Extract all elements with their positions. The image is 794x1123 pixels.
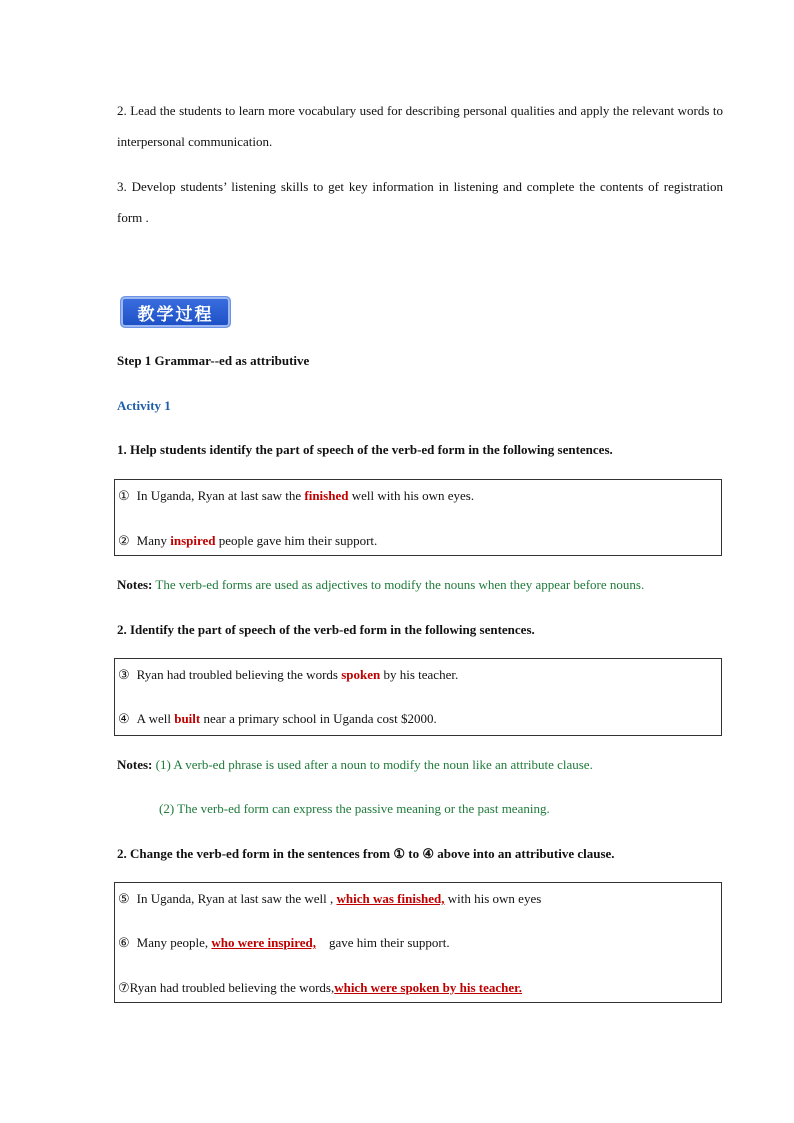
sentence-text: with his own eyes (444, 891, 542, 906)
sentence-marker: ④ (422, 846, 434, 861)
sentence-4 (118, 711, 437, 727)
activity-title: Activity 1 (117, 398, 171, 413)
sentence-marker: ③ (118, 667, 130, 682)
sentence-marker: ⑦ (118, 980, 130, 995)
sentence-marker: ⑤ (118, 891, 130, 906)
sentence-3 (118, 667, 458, 683)
notes-text: (1) A verb-ed phrase is used after a noun to modify the noun like an attribute clause. (155, 757, 593, 772)
notes-label: Notes: (117, 757, 153, 772)
sentence-text: people gave him their support. (215, 533, 378, 548)
sentence-marker: ① (118, 488, 130, 503)
sentence-text: Ryan had troubled believing the words, (129, 980, 335, 995)
notes-label: Notes: (117, 577, 153, 592)
question-text: 2. Change the verb-ed form in the sentences from (117, 846, 394, 861)
sentence-text: gave him their support. (316, 935, 450, 950)
notes-1 (117, 577, 644, 593)
sentence-text: by his teacher. (380, 667, 459, 682)
sentence-text: In Uganda, Ryan at last saw the well , (136, 891, 337, 906)
sentence-text: well with his own eyes. (348, 488, 475, 503)
notes-2 (117, 757, 593, 773)
notes-2-continued: (2) The verb-ed form can express the passive meaning or the past meaning. (159, 801, 550, 816)
highlighted-verb: inspired (170, 533, 216, 548)
attributive-clause: which was finished, (336, 891, 445, 906)
example-box-1 (114, 479, 722, 556)
objective-3: 3. Develop students’ listening skills to get key information in listening and complete the contents of registration form . (117, 179, 723, 225)
notes-text: The verb-ed forms are used as adjectives to modify the nouns when they appear before nouns. (155, 577, 645, 592)
question-1: 1. Help students identify the part of speech of the verb-ed form in the following sentences. (117, 442, 613, 457)
question-text: to (404, 846, 423, 861)
question-text: above into an attributive clause. (433, 846, 615, 861)
highlighted-verb: built (174, 711, 201, 726)
sentence-7 (118, 980, 522, 996)
example-box-3 (114, 882, 722, 1003)
highlighted-verb: finished (304, 488, 349, 503)
sentence-1 (118, 488, 474, 504)
sentence-text: Many (136, 533, 171, 548)
objective-2: 2. Lead the students to learn more vocabulary used for describing personal qualities and apply the relevant words to interpersonal communication. (117, 103, 723, 149)
question-2: 2. Identify the part of speech of the verb-ed form in the following sentences. (117, 622, 535, 637)
sentence-text: Ryan had troubled believing the words (136, 667, 342, 682)
sentence-text: A well (136, 711, 175, 726)
sentence-text: Many people, (136, 935, 212, 950)
step-title: Step 1 Grammar--ed as attributive (117, 353, 310, 368)
sentence-marker: ① (393, 846, 405, 861)
sentence-text: near a primary school in Uganda cost $2000. (200, 711, 437, 726)
sentence-marker: ④ (118, 711, 130, 726)
attributive-clause: who were inspired, (211, 935, 316, 950)
sentence-5 (118, 891, 541, 907)
section-badge-teaching-process: 教学过程 (120, 296, 231, 328)
sentence-marker: ② (118, 533, 130, 548)
question-3 (117, 846, 615, 862)
sentence-marker: ⑥ (118, 935, 130, 950)
highlighted-verb: spoken (341, 667, 381, 682)
attributive-clause: which were spoken by his teacher. (334, 980, 522, 995)
sentence-text: In Uganda, Ryan at last saw the (136, 488, 305, 503)
example-box-2 (114, 658, 722, 736)
sentence-6 (118, 935, 450, 951)
sentence-2 (118, 533, 377, 549)
